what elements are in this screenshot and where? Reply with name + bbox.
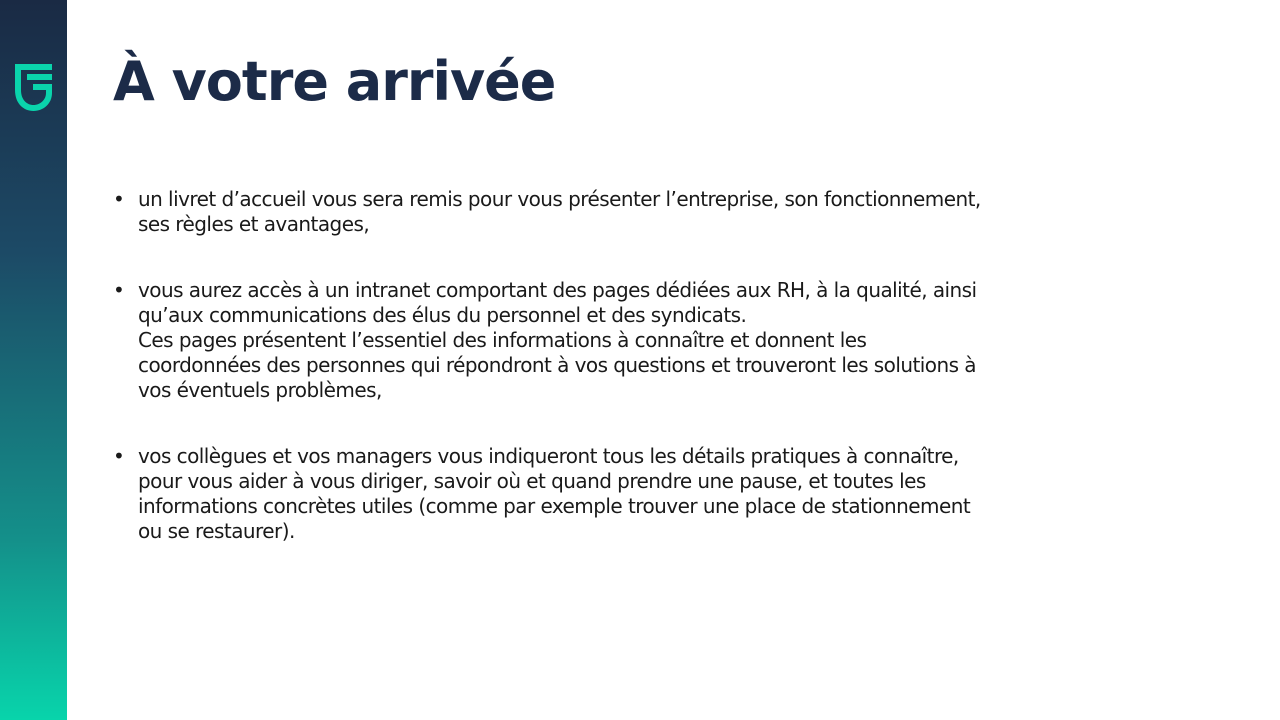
bullet-list bbox=[113, 187, 1203, 585]
list-item bbox=[113, 187, 1203, 237]
bullet-text-line: coordonnées des personnes qui répondront à vos questions et trouveront les solutions à bbox=[138, 353, 976, 377]
list-item bbox=[113, 444, 1203, 544]
list-item bbox=[113, 278, 1203, 403]
bullet-marker: • bbox=[113, 187, 125, 211]
bullet-marker: • bbox=[113, 444, 125, 468]
bullet-marker: • bbox=[113, 278, 125, 302]
bullet-text-line: vos éventuels problèmes, bbox=[138, 378, 382, 402]
page-title: À votre arrivée bbox=[113, 50, 556, 113]
sidebar-accent-bar bbox=[0, 0, 67, 720]
bullet-text-line: informations concrètes utiles (comme par exemple trouver une place de stationnement bbox=[138, 494, 971, 518]
bullet-text-line: Ces pages présentent l’essentiel des informations à connaître et donnent les bbox=[138, 328, 867, 352]
bullet-text-line: un livret d’accueil vous sera remis pour vous présenter l’entreprise, son fonctionnement, bbox=[138, 187, 981, 211]
bullet-text-line: ou se restaurer). bbox=[138, 519, 295, 543]
shield-logo-icon bbox=[10, 60, 57, 112]
bullet-text-line: ses règles et avantages, bbox=[138, 212, 370, 236]
bullet-text-line: vos collègues et vos managers vous indiqueront tous les détails pratiques à connaître, bbox=[138, 444, 959, 468]
bullet-text-line: pour vous aider à vous diriger, savoir où et quand prendre une pause, et toutes les bbox=[138, 469, 926, 493]
bullet-text-line: qu’aux communications des élus du personnel et des syndicats. bbox=[138, 303, 747, 327]
bullet-text-line: vous aurez accès à un intranet comportant des pages dédiées aux RH, à la qualité, ainsi bbox=[138, 278, 977, 302]
